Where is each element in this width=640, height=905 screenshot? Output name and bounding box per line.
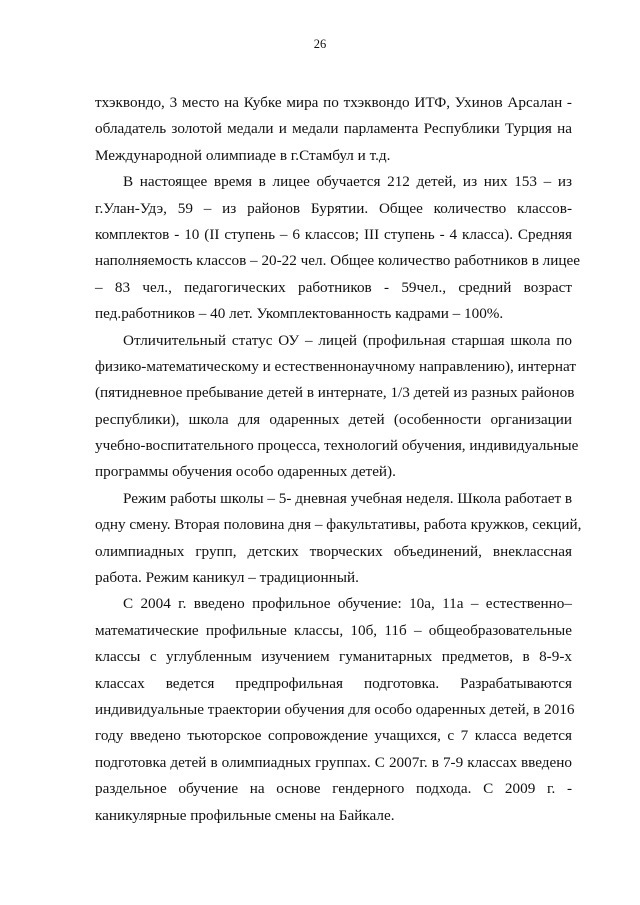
paragraph-5 [95, 591, 575, 829]
text-line: В настоящее время в лицее обучается 212 детей, из них 153 – из [123, 173, 572, 191]
text-line: году введено тьюторское сопровождение учащихся, с 7 класса ведется [95, 727, 572, 745]
text-line: г.Улан-Удэ, 59 – из районов Бурятии. Общее количество классов- [95, 199, 572, 217]
text-line: Режим работы школы – 5- дневная учебная неделя. Школа работает в [123, 489, 573, 507]
text-line: классы с углубленным изучением гуманитарных предметов, в 8-9-х [95, 648, 572, 666]
body-text [95, 90, 582, 829]
paragraph-2 [95, 169, 580, 327]
paragraph-4 [95, 486, 582, 592]
text-line: наполняемость классов – 20-22 чел. Общее количество работников в лицее [95, 252, 580, 270]
page-number: 26 [313, 37, 327, 51]
text-line: Международной олимпиаде в г.Стамбул и т.д. [95, 146, 391, 164]
text-line: Отличительный статус ОУ – лицей (профильная старшая школа по [123, 331, 572, 349]
text-line: работа. Режим каникул – традиционный. [95, 569, 359, 587]
text-line: комплектов - 10 (II ступень – 6 классов; III ступень - 4 класса). Средняя [95, 225, 572, 243]
text-line: каникулярные профильные смены на Байкале. [95, 806, 395, 824]
text-line: подготовка детей в олимпиадных группах. С 2007г. в 7-9 классах введено [95, 753, 572, 771]
text-line: учебно-воспитательного процесса, технологий обучения, индивидуальные [95, 437, 579, 455]
text-line: одну смену. Вторая половина дня – факультативы, работа кружков, секций, [95, 516, 582, 534]
text-line: пед.работников – 40 лет. Укомплектованность кадрами – 100%. [95, 305, 504, 323]
paragraph-1 [95, 90, 572, 169]
text-line: обладатель золотой медали и медали парламента Республики Турция на [95, 120, 572, 138]
text-line: олимпиадных групп, детских творческих объединений, внеклассная [95, 542, 572, 560]
text-line: – 83 чел., педагогических работников - 59чел., средний возраст [95, 278, 572, 296]
text-line: (пятидневное пребывание детей в интернате, 1/3 детей из разных районов [95, 384, 575, 402]
text-line: программы обучения особо одаренных детей). [95, 463, 396, 481]
text-line: раздельное обучение на основе гендерного подхода. С 2009 г. - [95, 780, 572, 798]
text-line: С 2004 г. введено профильное обучение: 10а, 11а – естественно– [123, 595, 572, 613]
text-line: республики), школа для одаренных детей (особенности организации [95, 410, 572, 428]
text-line: классах ведется предпрофильная подготовка. Разрабатываются [95, 674, 572, 692]
text-line: математические профильные классы, 10б, 11б – общеобразовательные [95, 621, 572, 639]
text-line: физико-математическому и естественнонаучному направлению), интернат [95, 357, 576, 375]
text-line: тхэквондо, 3 место на Кубке мира по тхэквондо ИТФ, Ухинов Арсалан - [95, 94, 572, 111]
paragraph-3 [95, 328, 579, 486]
text-line: индивидуальные траектории обучения для особо одаренных детей, в 2016 [95, 700, 575, 718]
